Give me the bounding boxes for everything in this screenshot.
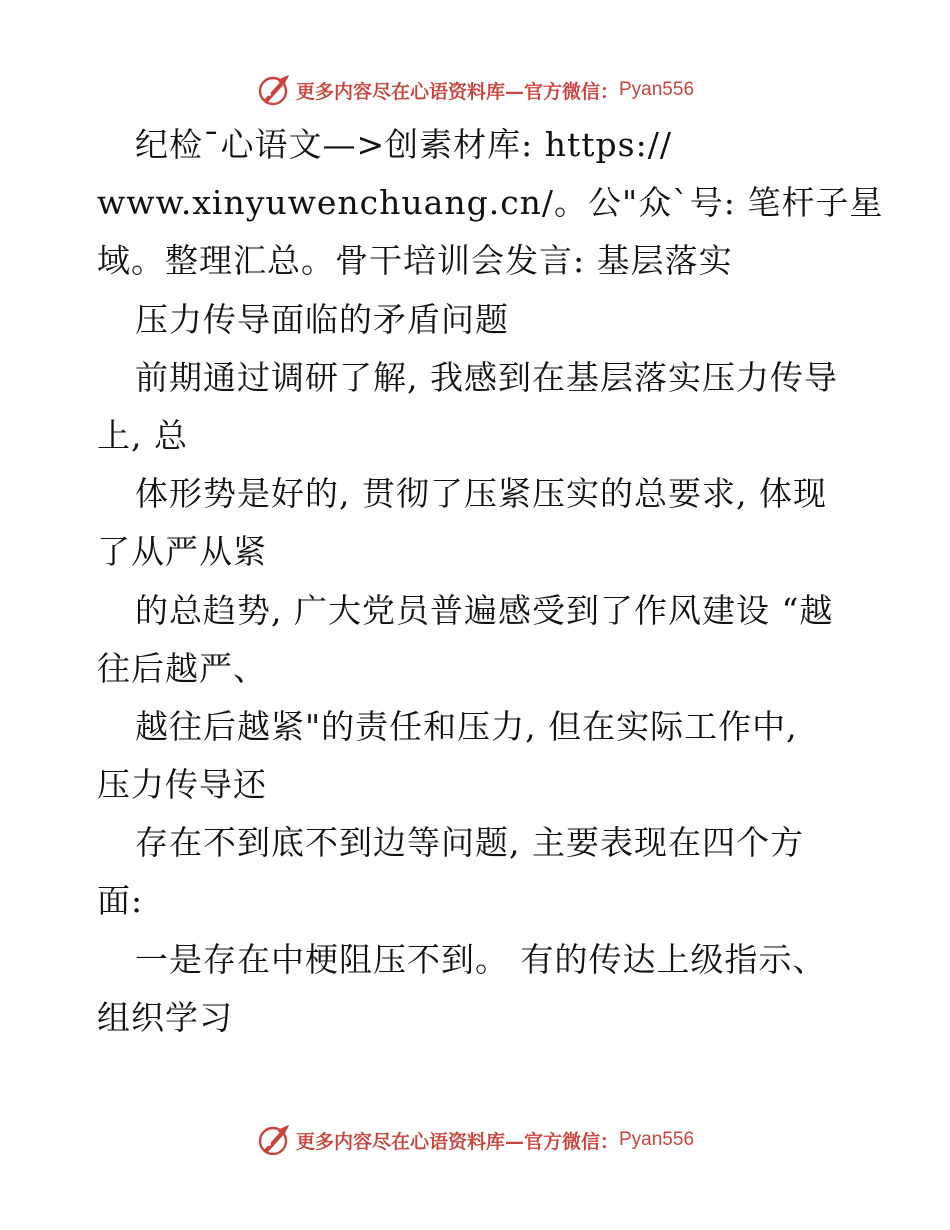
- quill-pen-logo-icon: [256, 1122, 292, 1158]
- text-line: 纪检¯心语文—>创素材库: https://: [135, 125, 672, 164]
- text-line: 前期通过调研了解, 我感到在基层落实压力传导: [135, 357, 838, 397]
- text-line: 体形势是好的, 贯彻了压紧压实的总要求, 体现: [135, 474, 827, 514]
- text-line: 越往后越紧"的责任和压力, 但在实际工作中,: [135, 706, 798, 746]
- text-line: 一是存在中梗阻压不到。 有的传达上级指示、: [135, 939, 827, 979]
- text-line: 域。整理汇总。骨干培训会发言: 基层落实: [97, 241, 733, 281]
- header-banner-text: 更多内容尽在心语资料库—官方微信：: [295, 80, 619, 103]
- quill-pen-logo-icon: [256, 72, 292, 108]
- text-line: 上, 总: [97, 415, 188, 455]
- text-line: 组织学习: [97, 997, 233, 1037]
- text-line: 面:: [97, 881, 144, 921]
- text-line: 存在不到底不到边等问题, 主要表现在四个方: [135, 823, 804, 863]
- text-line: 了从严从紧: [97, 532, 267, 572]
- header-wechat-id: Pyan556: [619, 79, 695, 100]
- text-line: www.xinyuwenchuang.cn/。公"众`号: 笔杆子星: [97, 183, 884, 223]
- header-banner: [0, 70, 950, 110]
- footer-banner: [0, 1120, 950, 1160]
- text-line: 压力传导面临的矛盾问题: [135, 299, 509, 339]
- text-line: 的总趋势, 广大党员普遍感受到了作风建设 “越: [135, 590, 834, 630]
- text-line: 往后越严、: [97, 648, 267, 688]
- footer-wechat-id: Pyan556: [619, 1129, 695, 1150]
- footer-banner-text: 更多内容尽在心语资料库—官方微信：: [295, 1130, 619, 1153]
- document-body: [97, 116, 884, 1047]
- text-line: 压力传导还: [97, 765, 267, 805]
